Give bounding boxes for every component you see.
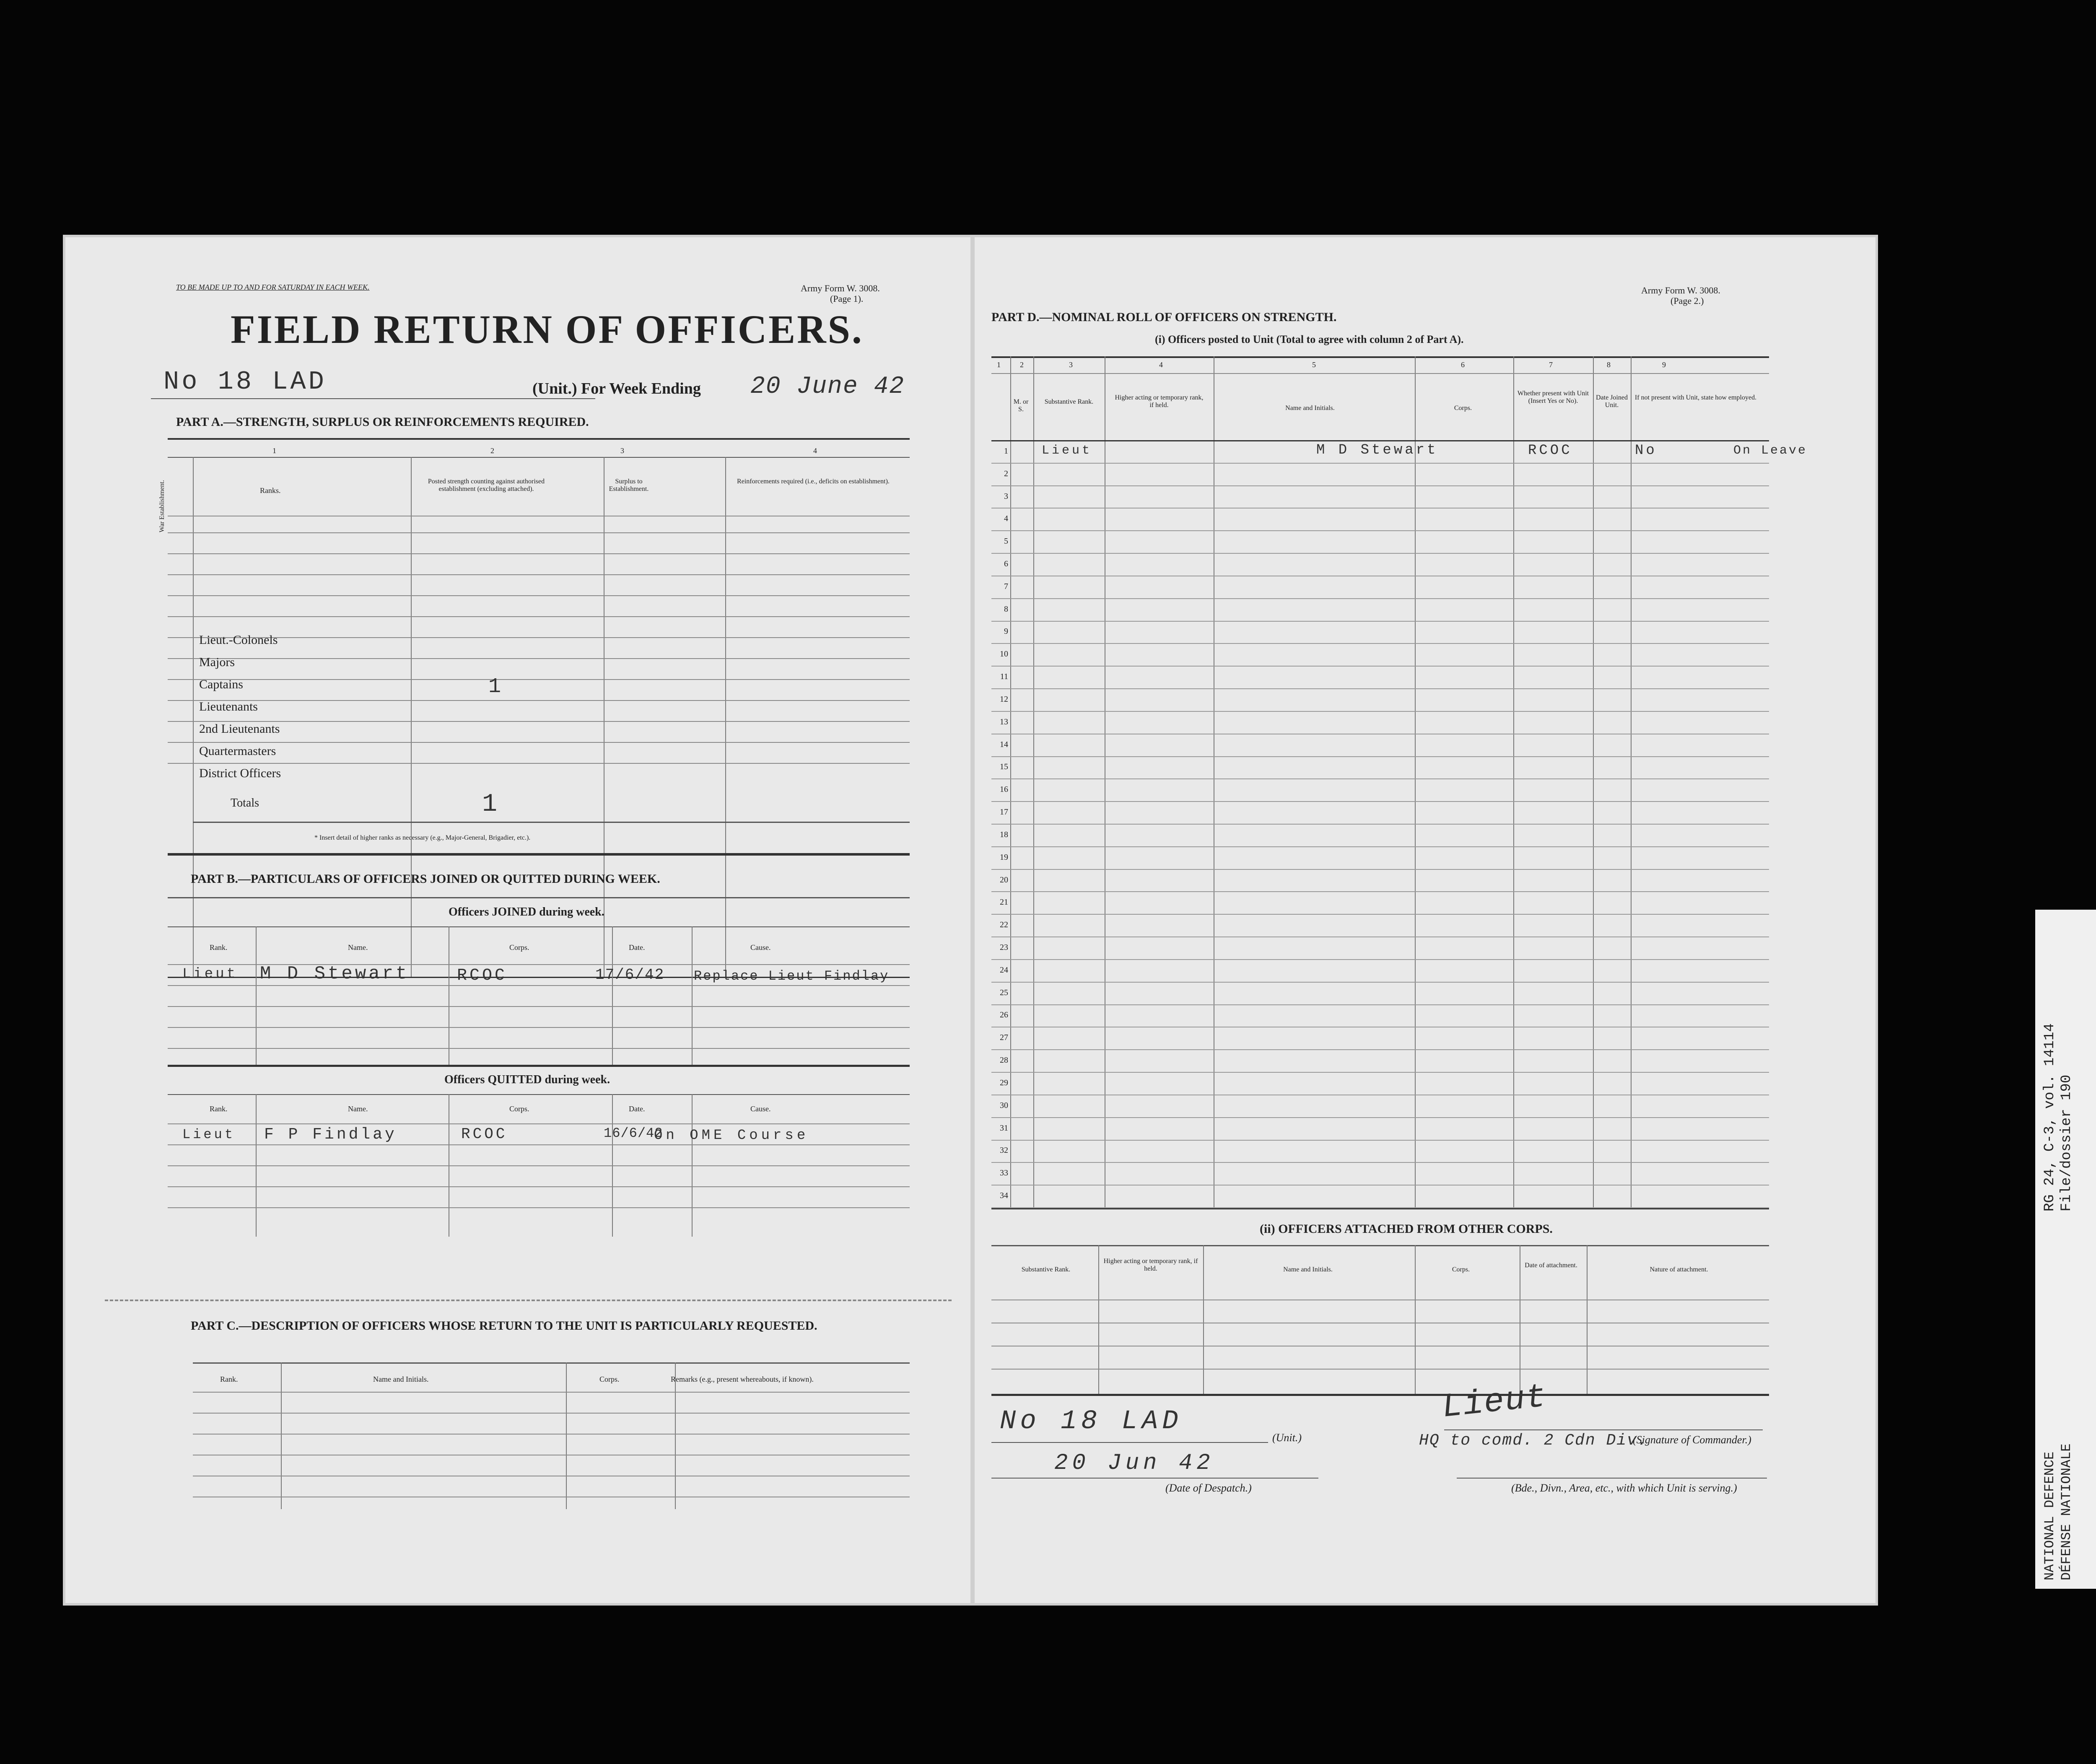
col-rank: Rank.: [210, 943, 228, 952]
dept-line-1: NATIONAL DEFENCE: [2042, 1451, 2057, 1580]
col-cause: Cause.: [750, 1105, 771, 1113]
formation-label: (Bde., Divn., Area, etc., with which Unit is serving.): [1511, 1482, 1737, 1494]
signature-label: (Signature of Commander.): [1633, 1434, 1751, 1446]
rule: [1444, 1429, 1763, 1430]
rule: [193, 822, 910, 823]
roll-row-number: 2: [1004, 469, 1008, 478]
roll-row-number: 9: [1004, 627, 1008, 636]
roll-row: [991, 936, 1769, 960]
col-how-employed: If not present with Unit, state how employed.: [1634, 394, 1757, 401]
ref-line-2: File/dossier 190: [2059, 1074, 2075, 1211]
rank-label: District Officers: [199, 766, 281, 780]
roll-row-number: 32: [1000, 1146, 1008, 1155]
dashed-divider: [105, 1300, 952, 1301]
roll-row: [991, 824, 1769, 847]
unit-handwritten: No 18 LAD: [163, 367, 327, 397]
col-ranks-header: Ranks.: [260, 486, 281, 495]
rank-list: [199, 629, 281, 784]
quitted-cause: On OME Course: [654, 1128, 809, 1144]
col-rank: Rank.: [220, 1375, 238, 1383]
unit-label: (Unit.): [1272, 1432, 1302, 1444]
form-sheet: [63, 235, 1878, 1606]
roll-row-number: 8: [1004, 604, 1008, 614]
part-a-footnote: * Insert detail of higher ranks as necessary (e.g., Major-General, Brigadier, etc.).: [314, 834, 531, 841]
col-name-initials: Name and Initials.: [373, 1375, 429, 1383]
roll-row-number: 11: [1000, 672, 1008, 682]
col-substantive-rank: Substantive Rank.: [1044, 398, 1094, 405]
totals-posted: 1: [482, 790, 500, 819]
entry-present: No: [1635, 443, 1657, 459]
form-number: Army Form W. 3008.: [801, 283, 880, 293]
joined-rank: Lieut: [182, 966, 238, 982]
col-number: 9: [1662, 361, 1666, 369]
roll-row-number: 34: [1000, 1191, 1008, 1201]
rank-label: Quartermasters: [199, 744, 276, 758]
roll-row: [991, 621, 1769, 644]
roll-row: [991, 688, 1769, 712]
page-fold: [970, 235, 975, 1606]
col-higher-rank: Higher acting or temporary rank, if held.: [1103, 1258, 1198, 1272]
roll-row-number: 13: [1000, 717, 1008, 726]
page-number: (Page 1).: [830, 293, 864, 304]
department-label: [2042, 1383, 2075, 1580]
roll-row: [991, 756, 1769, 780]
sub-ii-heading: (ii) OFFICERS ATTACHED FROM OTHER CORPS.: [1260, 1222, 1553, 1236]
col-name-initials: Name and Initials.: [1285, 405, 1335, 412]
roll-row: [991, 598, 1769, 622]
col-cause: Cause.: [750, 943, 771, 952]
roll-row-number: 24: [1000, 965, 1008, 975]
war-establishment-label: War Establishment.: [158, 480, 166, 532]
rank-label: Captains: [199, 677, 243, 691]
roll-row-number: 14: [1000, 739, 1008, 749]
roll-row-number: 17: [1000, 807, 1008, 817]
roll-row: [991, 959, 1769, 983]
roll-row: [991, 1049, 1769, 1073]
col-number: 5: [1312, 361, 1316, 369]
roll-row: [991, 576, 1769, 599]
col-surplus-header: Surplus to Establishment.: [609, 478, 649, 493]
roll-row: [991, 1072, 1769, 1095]
commander-signature: Lieut: [1440, 1378, 1549, 1427]
col-present: Whether present with Unit (Insert Yes or No).: [1517, 390, 1589, 405]
col-corps: Corps.: [509, 943, 529, 952]
archive-reference-label: [2035, 910, 2096, 1589]
roll-row: [991, 778, 1769, 802]
roll-row-number: 27: [1000, 1033, 1008, 1043]
roll-row: [991, 869, 1769, 892]
roll-row-number: 28: [1000, 1056, 1008, 1065]
joined-date: 17/6/42: [595, 966, 665, 983]
col-name-initials: Name and Initials.: [1283, 1266, 1333, 1273]
date-label: (Date of Despatch.): [1165, 1482, 1252, 1494]
part-c-heading: PART C.—DESCRIPTION OF OFFICERS WHOSE RETURN TO THE UNIT IS PARTICULARLY REQUESTED.: [191, 1319, 817, 1333]
roll-row-number: 7: [1004, 581, 1008, 591]
col-number: 3: [620, 446, 624, 455]
roll-row-number: 12: [1000, 694, 1008, 704]
rule: [991, 1442, 1268, 1443]
left-page: [63, 235, 970, 1606]
quitted-grid: [168, 1094, 910, 1237]
roll-row-number: 29: [1000, 1078, 1008, 1087]
rule: [1457, 1478, 1767, 1479]
roll-row: [991, 1117, 1769, 1141]
top-note: TO BE MADE UP TO AND FOR SATURDAY IN EACH WEEK.: [176, 283, 370, 291]
rule: [168, 853, 910, 856]
part-a-top-rule: [168, 438, 910, 440]
roll-row: [991, 982, 1769, 1005]
part-b-heading: PART B.—PARTICULARS OF OFFICERS JOINED OR QUITTED DURING WEEK.: [191, 872, 660, 886]
entry-rank: Lieut: [1042, 444, 1092, 458]
col-corps: Corps.: [599, 1375, 620, 1383]
col-number: 7: [1549, 361, 1553, 369]
ref-line-1: RG 24, C-3, vol. 14114: [2042, 1023, 2058, 1211]
col-number: 8: [1607, 361, 1611, 369]
rank-label: Lieutenants: [199, 700, 258, 713]
roll-row: [991, 1027, 1769, 1050]
roll-row: [991, 914, 1769, 937]
roll-row: [991, 1004, 1769, 1028]
col-date: Date.: [629, 1105, 645, 1113]
quitted-date: 16/6/42: [604, 1126, 663, 1141]
quitted-rank: Lieut: [182, 1127, 236, 1142]
form-number: Army Form W. 3008.: [1641, 285, 1720, 296]
col-number: 2: [1020, 361, 1024, 369]
lieutenants-posted: 1: [488, 675, 504, 699]
roll-row-number: 22: [1000, 920, 1008, 930]
formation-handwritten: HQ to comd. 2 Cdn Div.: [1419, 1432, 1648, 1450]
col-date-attachment: Date of attachment.: [1525, 1262, 1577, 1269]
roll-row-number: 30: [1000, 1100, 1008, 1110]
joined-heading: Officers JOINED during week.: [449, 905, 604, 918]
roll-row-number: 3: [1004, 491, 1008, 501]
col-number: 1: [272, 446, 276, 455]
col-corps: Corps.: [1452, 1266, 1470, 1273]
week-ending-handwritten: 20 June 42: [750, 373, 905, 400]
roll-row-number: 15: [1000, 762, 1008, 772]
roll-row: [991, 711, 1769, 734]
roll-row-number: 33: [1000, 1168, 1008, 1178]
roll-row-number: 26: [1000, 1010, 1008, 1020]
dept-line-2: DÉFENSE NATIONALE: [2059, 1443, 2074, 1580]
col-corps: Corps.: [1454, 405, 1472, 412]
col-name: Name.: [348, 1105, 368, 1113]
col-number: 6: [1461, 361, 1465, 369]
unit-label: (Unit.) For Week Ending: [532, 380, 701, 397]
roll-row: [991, 485, 1769, 509]
roll-row: [991, 846, 1769, 870]
rank-label: Majors: [199, 655, 235, 669]
quitted-name: F P Findlay: [264, 1126, 397, 1144]
col-date: Date.: [629, 943, 645, 952]
col-number: 1: [997, 361, 1001, 369]
part-c-grid: [193, 1362, 910, 1509]
col-name: Name.: [348, 943, 368, 952]
roll-row: [991, 734, 1769, 757]
roll-row: [991, 1162, 1769, 1186]
roll-row-number: 4: [1004, 514, 1008, 524]
form-title: FIELD RETURN OF OFFICERS.: [231, 307, 864, 352]
despatch-date-handwritten: 20 Jun 42: [1054, 1450, 1214, 1476]
unit-underline: [151, 398, 595, 399]
roll-row-number: 5: [1004, 537, 1008, 546]
col-number: 2: [490, 446, 494, 455]
part-d-heading: PART D.—NOMINAL ROLL OF OFFICERS ON STRENGTH.: [991, 310, 1337, 324]
roll-row: [991, 1185, 1769, 1208]
roll-row-number: 23: [1000, 943, 1008, 952]
col-substantive-rank: Substantive Rank.: [1021, 1266, 1071, 1273]
totals-label: Totals: [231, 796, 259, 809]
col-remarks: Remarks (e.g., present whereabouts, if known).: [671, 1375, 814, 1383]
roll-row-number: 25: [1000, 988, 1008, 997]
col-number: 3: [1069, 361, 1073, 369]
col-posted-header: Posted strength counting against authorised establishment (excluding attached).: [428, 478, 545, 493]
col-higher-rank: Higher acting or temporary rank, if held.: [1115, 394, 1204, 409]
right-page: [975, 235, 1878, 1606]
part-a-heading: PART A.—STRENGTH, SURPLUS OR REINFORCEMENTS REQUIRED.: [176, 415, 589, 429]
reference-citation: [2042, 918, 2075, 1211]
roll-row-number: 18: [1000, 830, 1008, 839]
rank-label: Lieut.-Colonels: [199, 633, 278, 647]
joined-name: M D Stewart: [260, 963, 410, 984]
roll-row: [991, 530, 1769, 554]
unit-handwritten: No 18 LAD: [1000, 1406, 1183, 1437]
rule: [168, 897, 910, 898]
roll-row-number: 6: [1004, 559, 1008, 569]
roll-row: [991, 463, 1769, 486]
roll-row: [991, 1140, 1769, 1163]
entry-corps: RCOC: [1528, 443, 1572, 459]
entry-name: M D Stewart: [1316, 442, 1438, 458]
sub-i-heading: (i) Officers posted to Unit (Total to agree with column 2 of Part A).: [1155, 333, 1464, 345]
joined-corps: RCOC: [457, 966, 508, 985]
roll-row: [991, 1095, 1769, 1118]
col-m-or-s: M. or S.: [1013, 398, 1029, 413]
col-number: 4: [813, 446, 817, 455]
roll-row-number: 1: [1004, 446, 1008, 456]
rank-label: 2nd Lieutenants: [199, 722, 280, 736]
nominal-roll-rows: [991, 440, 1769, 1207]
roll-row-number: 20: [1000, 875, 1008, 885]
col-nature-attachment: Nature of attachment.: [1650, 1266, 1708, 1273]
joined-cause: Replace Lieut Findlay: [694, 968, 890, 984]
col-corps: Corps.: [509, 1105, 529, 1113]
roll-row-number: 21: [1000, 898, 1008, 907]
col-reinforcements-header: Reinforcements required (i.e., deficits on establishment).: [737, 478, 890, 485]
col-date-joined: Date Joined Unit.: [1596, 394, 1628, 409]
quitted-corps: RCOC: [461, 1126, 508, 1143]
col-number: 4: [1159, 361, 1163, 369]
joined-grid: [168, 926, 910, 1065]
roll-row-number: 16: [1000, 785, 1008, 794]
col-rank: Rank.: [210, 1105, 228, 1113]
roll-row-number: 10: [1000, 649, 1008, 659]
page-number: (Page 2.): [1671, 296, 1704, 306]
roll-row-number: 19: [1000, 852, 1008, 862]
roll-row: [991, 666, 1769, 689]
roll-row: [991, 643, 1769, 667]
roll-row: [991, 553, 1769, 576]
roll-row: [991, 508, 1769, 531]
rule: [991, 1478, 1318, 1479]
roll-row-number: 31: [1000, 1123, 1008, 1133]
roll-row: [991, 891, 1769, 915]
roll-row: [991, 801, 1769, 825]
quitted-heading: Officers QUITTED during week.: [444, 1073, 610, 1086]
entry-employed: On Leave: [1733, 444, 1808, 458]
